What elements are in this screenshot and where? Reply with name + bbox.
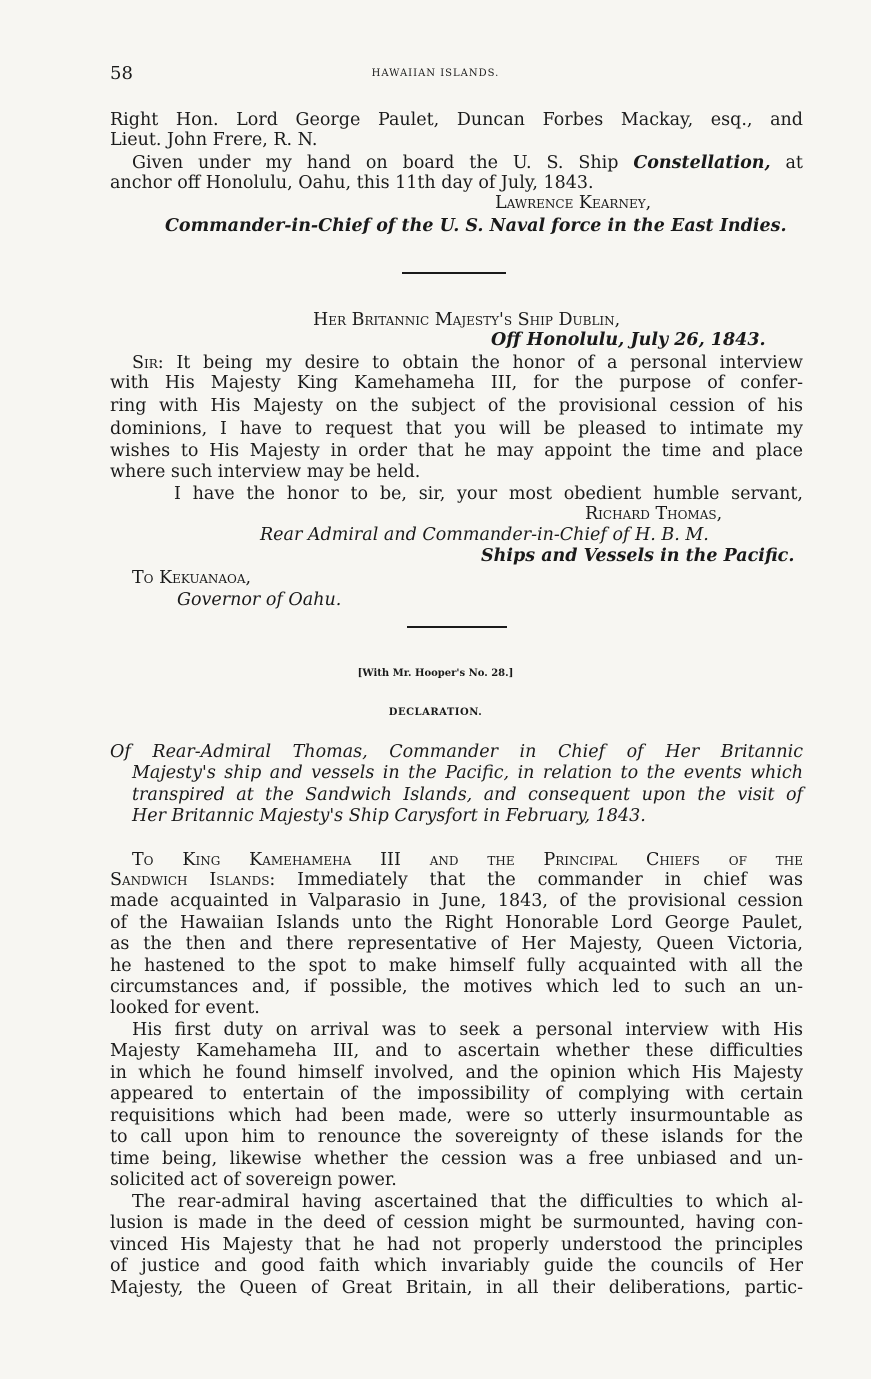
subtitle-line: Of Rear-Admiral Thomas, Commander in Chief of Her Britannic bbox=[110, 742, 803, 762]
letter-ship: Her Britannic Majesty's Ship Dublin, bbox=[313, 310, 621, 330]
text-line: to call upon him to renounce the sovereignty of these islands for the bbox=[110, 1127, 803, 1147]
text-line bbox=[132, 353, 803, 373]
text-line: vinced His Majesty that he had not properly understood the principles bbox=[110, 1235, 803, 1255]
text-line: requisitions which had been made, were so utterly insurmountable as bbox=[110, 1106, 803, 1126]
letter-place-date: Off Honolulu, July 26, 1843. bbox=[491, 330, 766, 350]
text-line: circumstances and, if possible, the motives which led to such an un- bbox=[110, 977, 803, 997]
addressee-title: Governor of Oahu. bbox=[177, 590, 342, 610]
text-line: Lieut. John Frere, R. N. bbox=[110, 130, 318, 150]
ship-name: Constellation, bbox=[633, 153, 771, 173]
text-line: Right Hon. Lord George Paulet, Duncan Forbes Mackay, esq., and bbox=[110, 110, 803, 130]
text-span: Immediately that the commander in chief was bbox=[297, 870, 803, 890]
text-line: of justice and good faith which invariably guide the councils of Her bbox=[110, 1256, 803, 1276]
addressee: To Kekuanaoa, bbox=[132, 568, 252, 588]
signer-title: Commander-in-Chief of the U. S. Naval force in the East Indies. bbox=[165, 216, 787, 236]
address-line: Sandwich Islands: bbox=[110, 870, 276, 890]
text-line: Majesty, the Queen of Great Britain, in all their deliberations, partic- bbox=[110, 1278, 803, 1298]
address-line: To King Kamehameha III and the Principal Chiefs of the bbox=[132, 850, 803, 870]
declaration-heading: DECLARATION. bbox=[388, 707, 483, 718]
text-line: he hastened to the spot to make himself fully acquainted with all the bbox=[110, 956, 803, 976]
text-span: It being my desire to obtain the honor of a personal interview bbox=[176, 353, 803, 373]
text-line: lusion is made in the deed of cession might be surmounted, having con- bbox=[110, 1213, 803, 1233]
signer-name: Richard Thomas, bbox=[585, 504, 723, 524]
text-line: as the then and there representative of Her Majesty, Queen Victoria, bbox=[110, 934, 803, 954]
text-line: ring with His Majesty on the subject of the provisional cession of his bbox=[110, 396, 803, 416]
enclosure-note: [With Mr. Hooper's No. 28.] bbox=[357, 668, 514, 679]
subtitle-line: Majesty's ship and vessels in the Pacific, in relation to the events which bbox=[132, 763, 803, 783]
text-line: time being, likewise whether the cession was a free unbiased and un- bbox=[110, 1149, 803, 1169]
text-line bbox=[110, 870, 803, 890]
text-line: looked for event. bbox=[110, 998, 260, 1018]
subtitle-line: Her Britannic Majesty's Ship Carysfort in February, 1843. bbox=[132, 806, 646, 826]
signer-name: Lawrence Kearney, bbox=[495, 193, 652, 213]
text-line: of the Hawaiian Islands unto the Right Honorable Lord George Paulet, bbox=[110, 913, 803, 933]
text-line: The rear-admiral having ascertained that the difficulties to which al- bbox=[132, 1192, 803, 1212]
subtitle-line: transpired at the Sandwich Islands, and consequent upon the visit of bbox=[132, 785, 803, 805]
text-span: at bbox=[785, 153, 803, 173]
page-number: 58 bbox=[110, 63, 133, 84]
text-line: in which he found himself involved, and the opinion which His Majesty bbox=[110, 1063, 803, 1083]
text-line: solicited act of sovereign power. bbox=[110, 1170, 397, 1190]
text-line: anchor off Honolulu, Oahu, this 11th day of July, 1843. bbox=[110, 173, 594, 193]
section-divider bbox=[407, 626, 507, 628]
text-line: appeared to entertain of the impossibility of complying with certain bbox=[110, 1084, 803, 1104]
salutation: Sir: bbox=[132, 353, 164, 373]
text-line: dominions, I have to request that you will be pleased to intimate my bbox=[110, 419, 803, 439]
text-line bbox=[132, 153, 803, 173]
text-line: Majesty Kamehameha III, and to ascertain whether these difficulties bbox=[110, 1041, 803, 1061]
text-span: Given under my hand on board the U. S. Ship bbox=[132, 153, 619, 173]
closing-line: I have the honor to be, sir, your most obedient humble servant, bbox=[174, 484, 803, 504]
signer-title: Rear Admiral and Commander-in-Chief of H. B. M. bbox=[260, 525, 709, 545]
text-line: His first duty on arrival was to seek a personal interview with His bbox=[132, 1020, 803, 1040]
text-line: wishes to His Majesty in order that he may appoint the time and place bbox=[110, 441, 803, 461]
text-line: made acquainted in Valparasio in June, 1843, of the provisional cession bbox=[110, 891, 803, 911]
signer-title: Ships and Vessels in the Pacific. bbox=[481, 546, 795, 566]
text-line: where such interview may be held. bbox=[110, 462, 421, 482]
running-head: HAWAIIAN ISLANDS. bbox=[371, 68, 500, 79]
text-line: with His Majesty King Kamehameha III, for the purpose of confer- bbox=[110, 373, 803, 393]
section-divider bbox=[402, 272, 506, 274]
